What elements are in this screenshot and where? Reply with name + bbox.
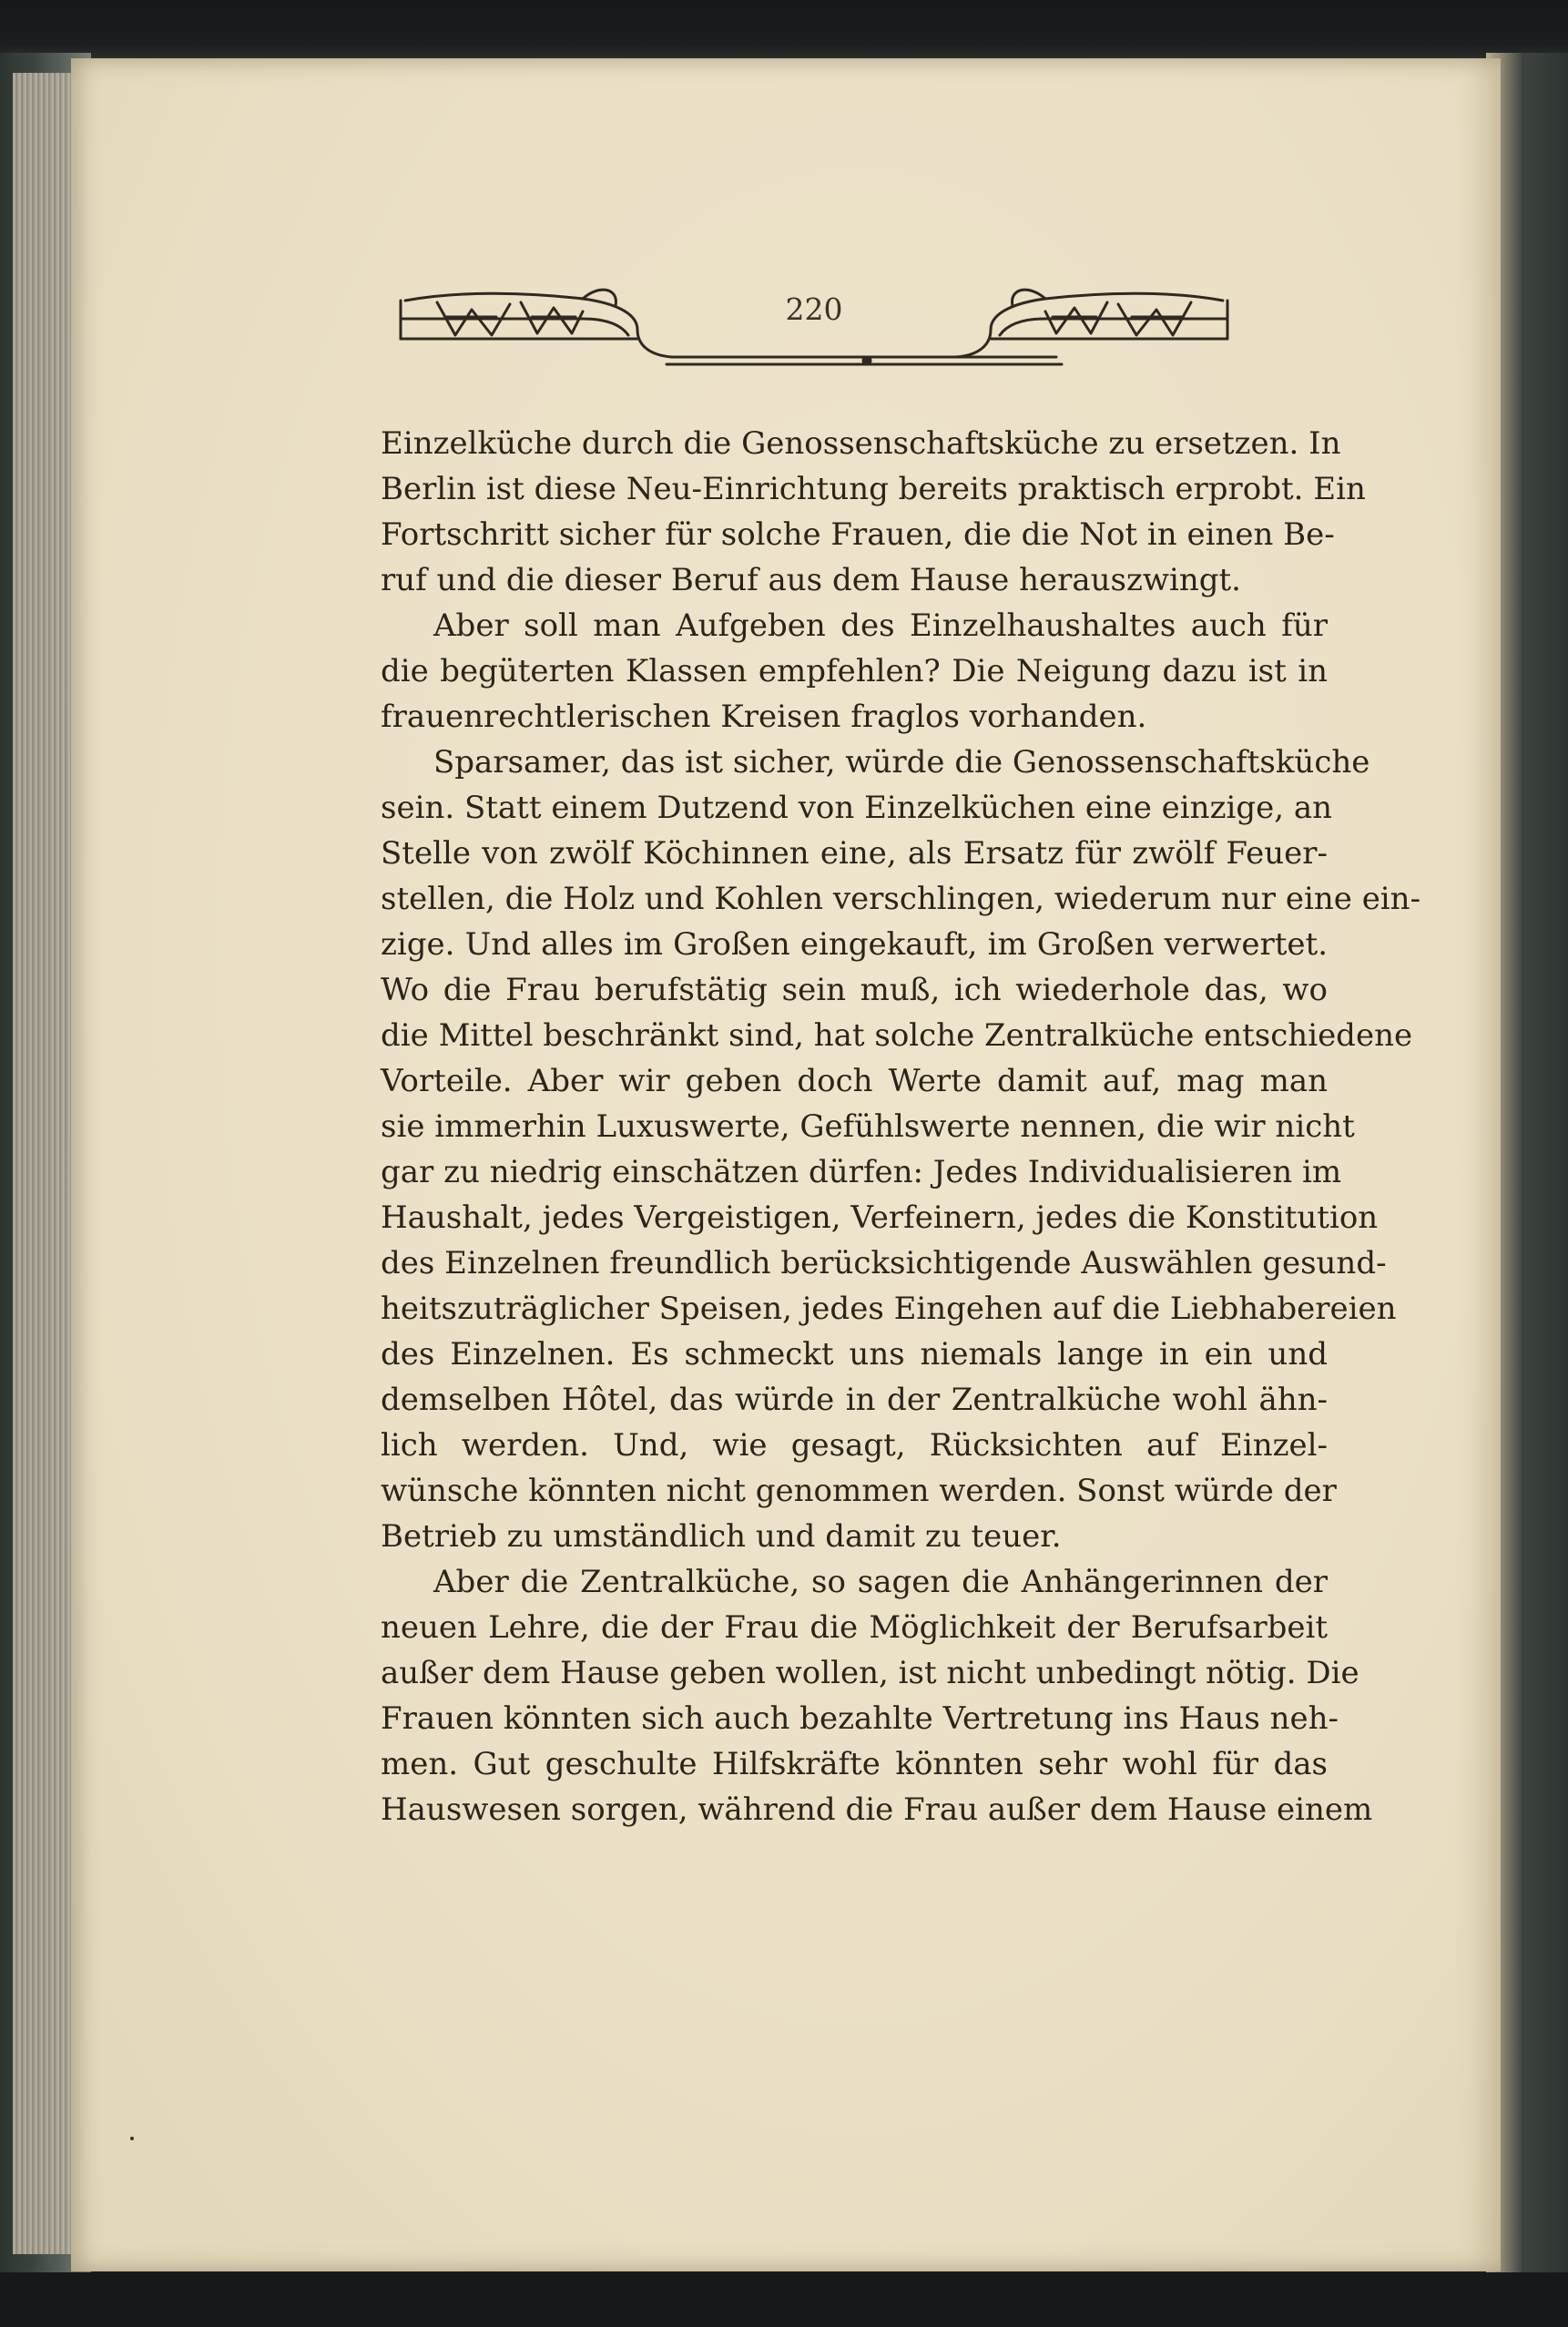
text-line: des Einzelnen. Es schmeckt uns niemals lange in ein und [381,1336,1328,1373]
text-line: wünsche könnten nicht genommen werden. Sonst würde der [381,1473,1337,1509]
text-line: Haushalt, jedes Vergeistigen, Verfeinern, jedes die Konstitution [381,1199,1379,1236]
text-line: heitszuträglicher Speisen, jedes Eingehen auf die Liebhabereien [381,1291,1397,1327]
top-shadow [0,0,1568,64]
text-line: ruf und die dieser Beruf aus dem Hause herauszwingt. [381,562,1241,598]
text-line: Betrieb zu umständlich und damit zu teuer. [381,1518,1062,1555]
text-line: Hauswesen sorgen, während die Frau außer dem Hause einem [381,1791,1373,1828]
text-line: lich werden. Und, wie gesagt, Rücksichten auf Einzel- [381,1427,1328,1464]
text-line: Frauen könnten sich auch bezahlte Vertretung ins Haus neh- [381,1700,1339,1737]
text-line: demselben Hôtel, das würde in der Zentralküche wohl ähn- [381,1382,1328,1418]
text-line: frauenrechtlerischen Kreisen fraglos vorhanden. [381,699,1147,735]
text-line: außer dem Hause geben wollen, ist nicht unbedingt nötig. Die [381,1655,1359,1691]
text-line: gar zu niedrig einschätzen dürfen: Jedes Individualisieren im [381,1154,1342,1190]
text-line: Aber soll man Aufgeben des Einzelhaushaltes auch für [433,607,1328,644]
text-line: zige. Und alles im Großen eingekauft, im Großen verwertet. [381,926,1328,963]
body-text [381,421,1421,1832]
text-line: Aber die Zentralküche, so sagen die Anhängerinnen der [433,1564,1328,1600]
text-line: Berlin ist diese Neu-Einrichtung bereits praktisch erprobt. Ein [381,471,1366,507]
text-line: neuen Lehre, die der Frau die Möglichkeit der Berufsarbeit [381,1609,1328,1646]
text-line: stellen, die Holz und Kohlen verschlingen, wiederum nur eine ein- [381,881,1421,917]
text-line: men. Gut geschulte Hilfskräfte könnten sehr wohl für das [381,1746,1328,1782]
text-line: Stelle von zwölf Köchinnen eine, als Ersatz für zwölf Feuer- [381,835,1328,872]
text-line: Wo die Frau berufstätig sein muß, ich wiederhole das, wo [381,972,1328,1008]
text-line: sein. Statt einem Dutzend von Einzelküchen eine einzige, an [381,790,1333,826]
bottom-shadow [0,2272,1568,2327]
text-line: Sparsamer, das ist sicher, würde die Genossenschaftsküche [433,744,1370,781]
text-line: Vorteile. Aber wir geben doch Werte damit auf, mag man [381,1063,1328,1099]
ink-speck [130,2137,134,2140]
text-line: Fortschritt sicher für solche Frauen, die die Not in einen Be- [381,516,1335,553]
page-number: 220 [785,291,843,327]
text-line: des Einzelnen freundlich berücksichtigende Auswählen gesund- [381,1245,1387,1281]
text-line: die begüterten Klassen empfehlen? Die Neigung dazu ist in [381,653,1328,689]
text-line: die Mittel beschränkt sind, hat solche Zentralküche entschiedene [381,1017,1413,1054]
text-line: sie immerhin Luxuswerte, Gefühlswerte nennen, die wir nicht [381,1108,1355,1145]
page-header [310,228,1319,383]
text-line: Einzelküche durch die Genossenschaftsküche zu ersetzen. In [381,425,1341,462]
